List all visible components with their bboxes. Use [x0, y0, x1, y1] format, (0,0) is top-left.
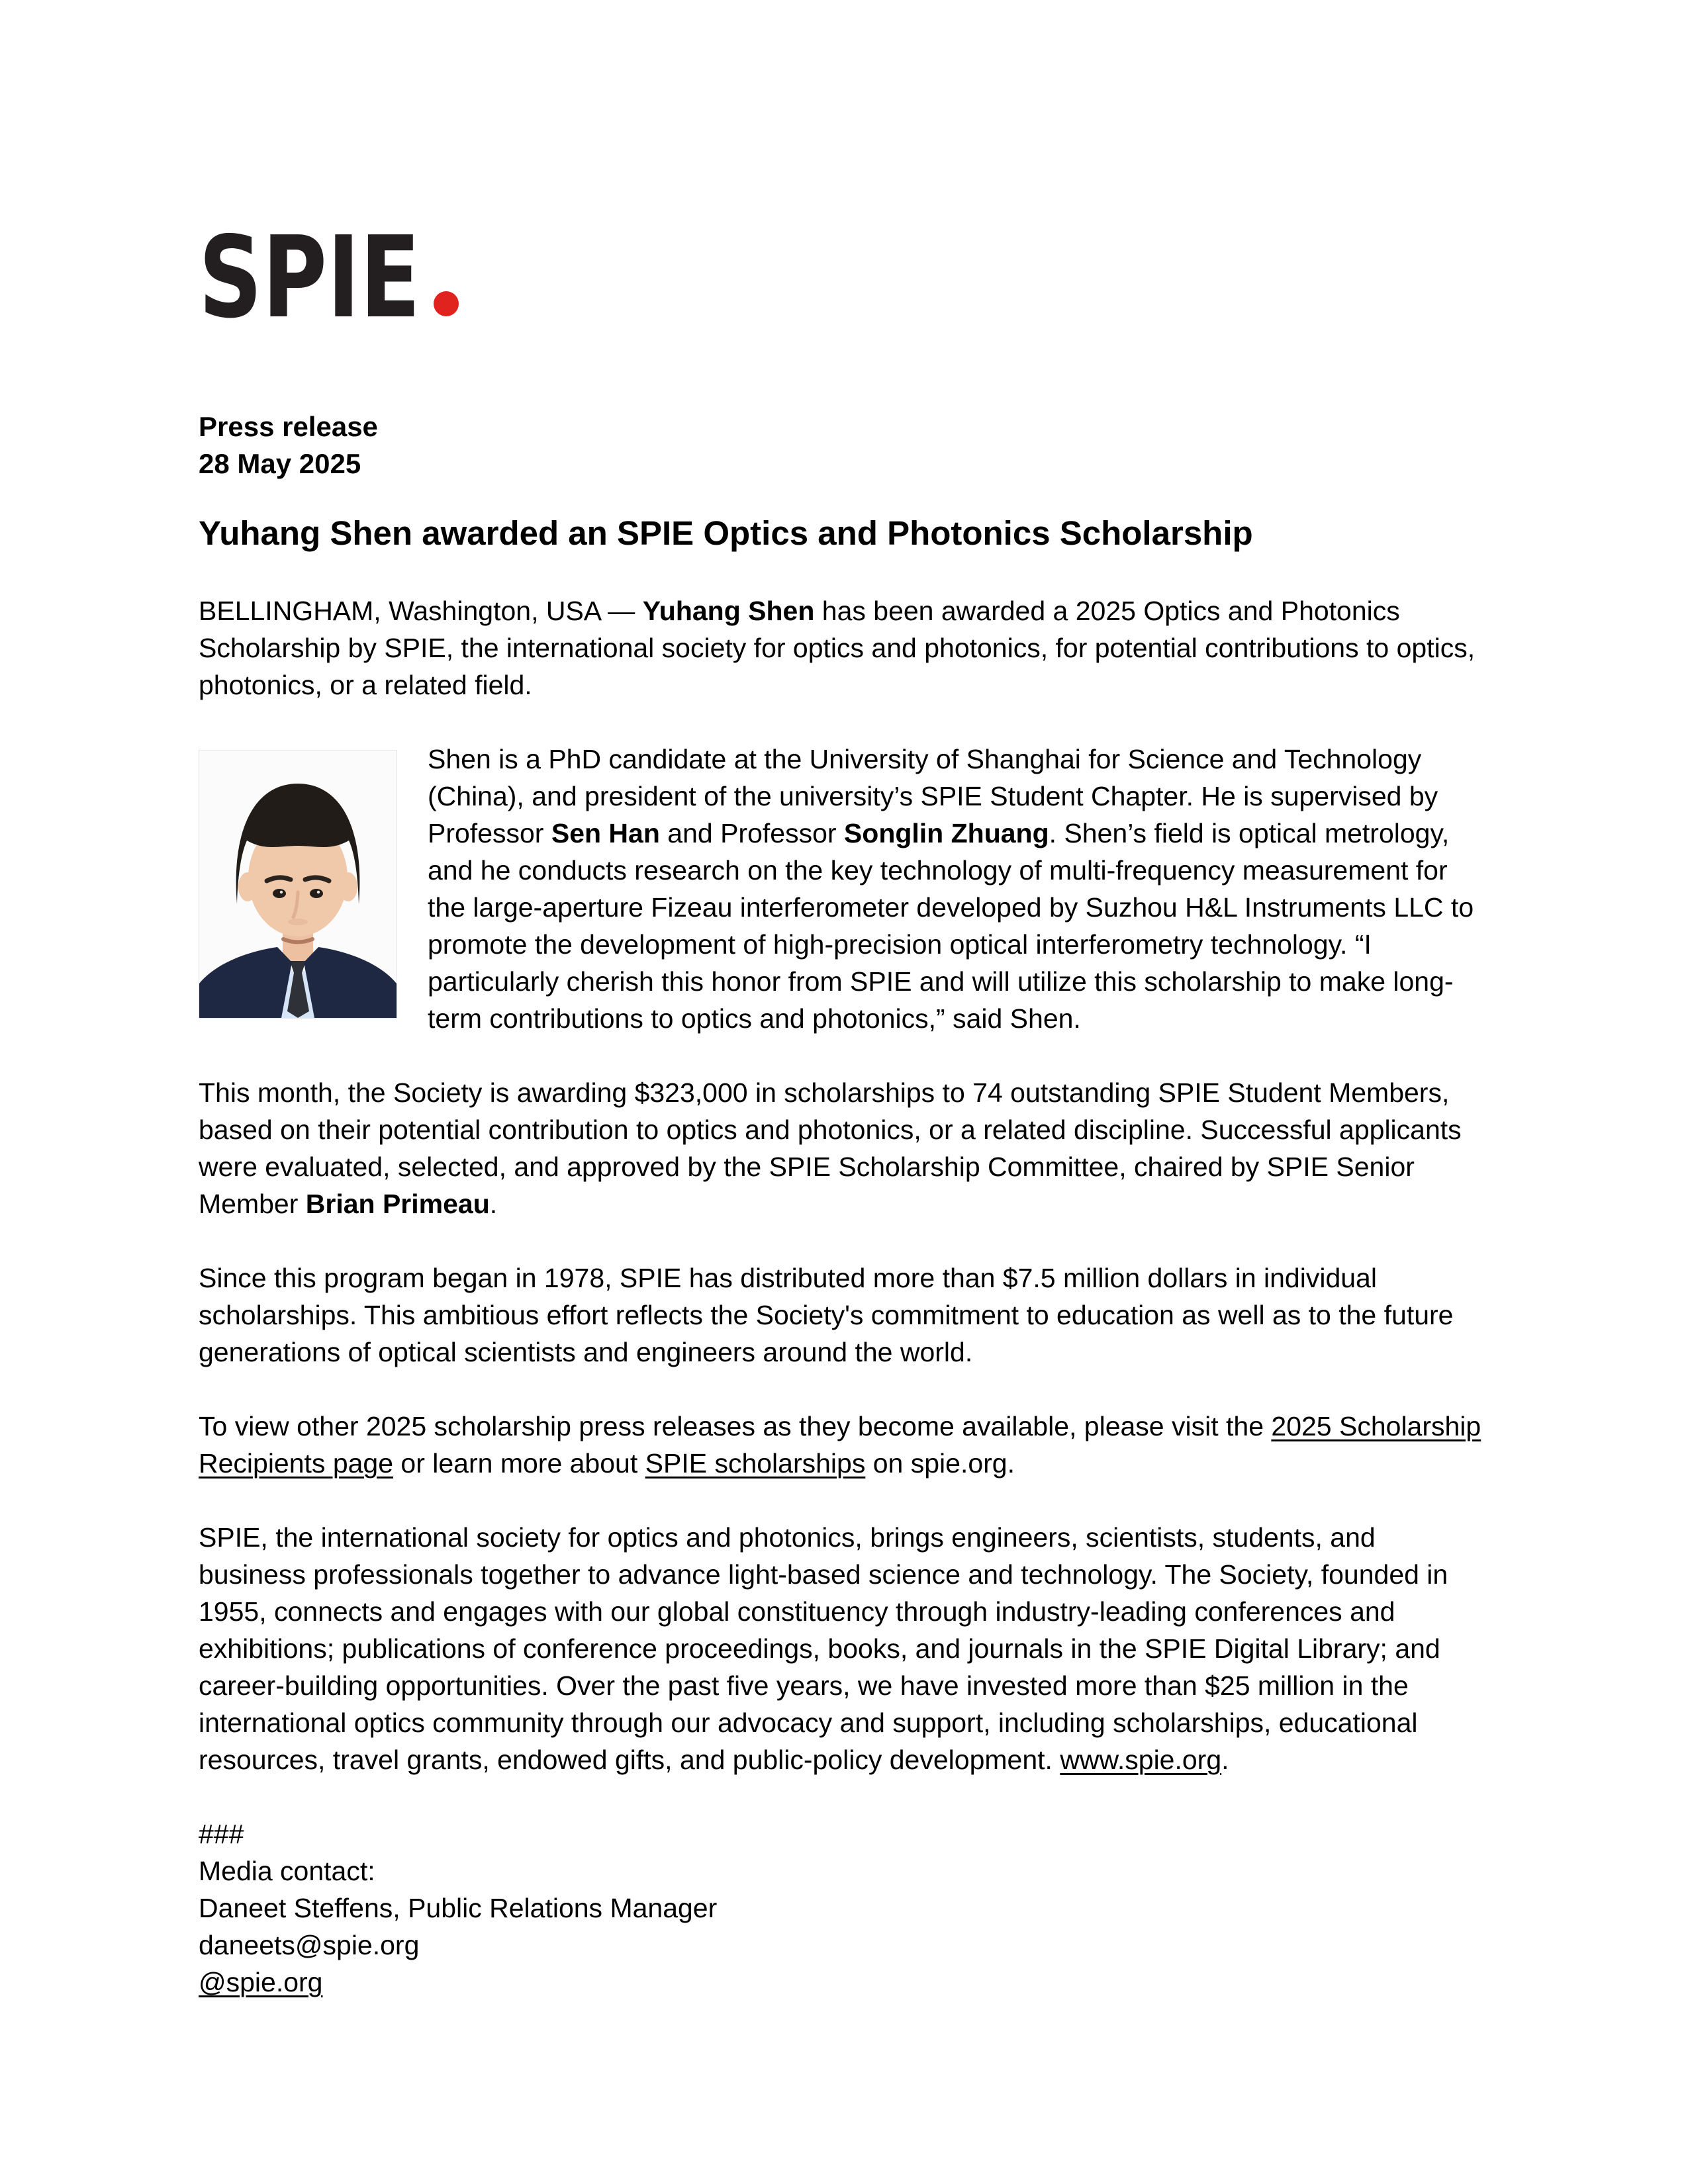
spie-logo-text: SPIE — [199, 232, 420, 322]
spie-logo — [199, 232, 1489, 322]
paragraph-recipient-bio — [199, 741, 1489, 1037]
release-date: 28 May 2025 — [199, 448, 361, 479]
press-release-label: Press release — [199, 411, 378, 442]
paragraph-about-spie — [199, 1519, 1489, 1778]
paragraph-scholarship-awards — [199, 1074, 1489, 1222]
media-contact-label: Media contact: — [199, 1856, 375, 1886]
intro-text: has been awarded a 2025 Optics and Photonics Scholarship by SPIE, the international society for optics and photonics, for potential contributions to optics, photonics, or a related field. — [199, 596, 1476, 700]
professor-name-sen-han: Sen Han — [551, 818, 660, 848]
awards-text-end: . — [489, 1189, 498, 1219]
professor-name-songlin-zhuang: Songlin Zhuang — [843, 818, 1049, 848]
committee-chair-name: Brian Primeau — [305, 1189, 490, 1219]
links-text-end: on spie.org. — [865, 1448, 1015, 1479]
portrait-illustration — [199, 751, 397, 1018]
awards-text: This month, the Society is awarding $323,000 in scholarships to 74 outstanding SPIE Student Members, based on their potential contribution to optics and photonics, or a related discipline. Successful applicants were evaluated, selected, and approved by the SPIE Scholarship Committee, chaired by SPIE Senior Member — [199, 1077, 1462, 1219]
headline: Yuhang Shen awarded an SPIE Optics and Photonics Scholarship — [199, 514, 1253, 552]
link-2025-scholarship-recipients[interactable]: 2025 Scholarship Recipients page — [199, 1411, 1481, 1479]
paragraph-related-links — [199, 1408, 1489, 1482]
paragraph-dateline-intro — [199, 592, 1489, 704]
contact-name-title: Daneet Steffens, Public Relations Manager — [199, 1893, 718, 1923]
right-eye — [310, 889, 323, 898]
link-spie-scholarships[interactable]: SPIE scholarships — [645, 1448, 866, 1479]
logo-dot-icon — [434, 291, 459, 316]
recipient-name: Yuhang Shen — [642, 596, 815, 626]
bio-text: Shen is a PhD candidate at the University of Shanghai for Science and Technology (China), and president of the university’s SPIE Student Chapter. He is supervised by Professor — [428, 744, 1438, 848]
bio-text: and Professor — [659, 818, 844, 848]
paragraph-program-history — [199, 1259, 1489, 1371]
link-spie-website[interactable]: www.spie.org — [1060, 1745, 1222, 1775]
about-text-end: . — [1221, 1745, 1229, 1775]
spie-logo-graphic — [199, 232, 483, 322]
dateline-text: BELLINGHAM, Washington, USA — — [199, 596, 643, 626]
contact-email: daneets@spie.org — [199, 1930, 420, 1960]
about-text: SPIE, the international society for optics and photonics, brings engineers, scientists, students, and business professionals together to advance light-based science and technology. The Society, founded in 1955, connects and engages with our global constituency through industry-leading conferences and exhibitions; publications of conference proceedings, books, and journals in the SPIE Digital Library; and career-building opportunities. Over the past five years, we have invested more than $25 million in the international optics community through our advocacy and support, including scholarships, educational resources, travel grants, endowed gifts, and public-policy development. — [199, 1522, 1448, 1775]
history-text: Since this program began in 1978, SPIE has distributed more than $7.5 million dollars in individual scholarships. This ambitious effort reflects the Society's commitment to education as well as to the future generations of optical scientists and engineers around the world. — [199, 1263, 1454, 1367]
links-text: or learn more about — [393, 1448, 645, 1479]
media-contact-block — [199, 1815, 1489, 2001]
end-marker: ### — [199, 1819, 244, 1849]
left-eye — [273, 889, 286, 898]
link-spie-handle[interactable]: @spie.org — [199, 1967, 323, 1997]
links-text: To view other 2025 scholarship press releases as they become available, please visit the — [199, 1411, 1272, 1441]
bio-text-quote: . Shen’s field is optical metrology, and he conducts research on the key technology of multi-frequency measurement for the large-aperture Fizeau interferometer developed by Suzhou H&L Instruments LLC to promote the development of high-precision optical interferometry technology. “I particularly cherish this honor from SPIE and will utilize this scholarship to make long-term contributions to optics and photonics,” said Shen. — [428, 818, 1474, 1034]
recipient-photo — [199, 750, 397, 1019]
